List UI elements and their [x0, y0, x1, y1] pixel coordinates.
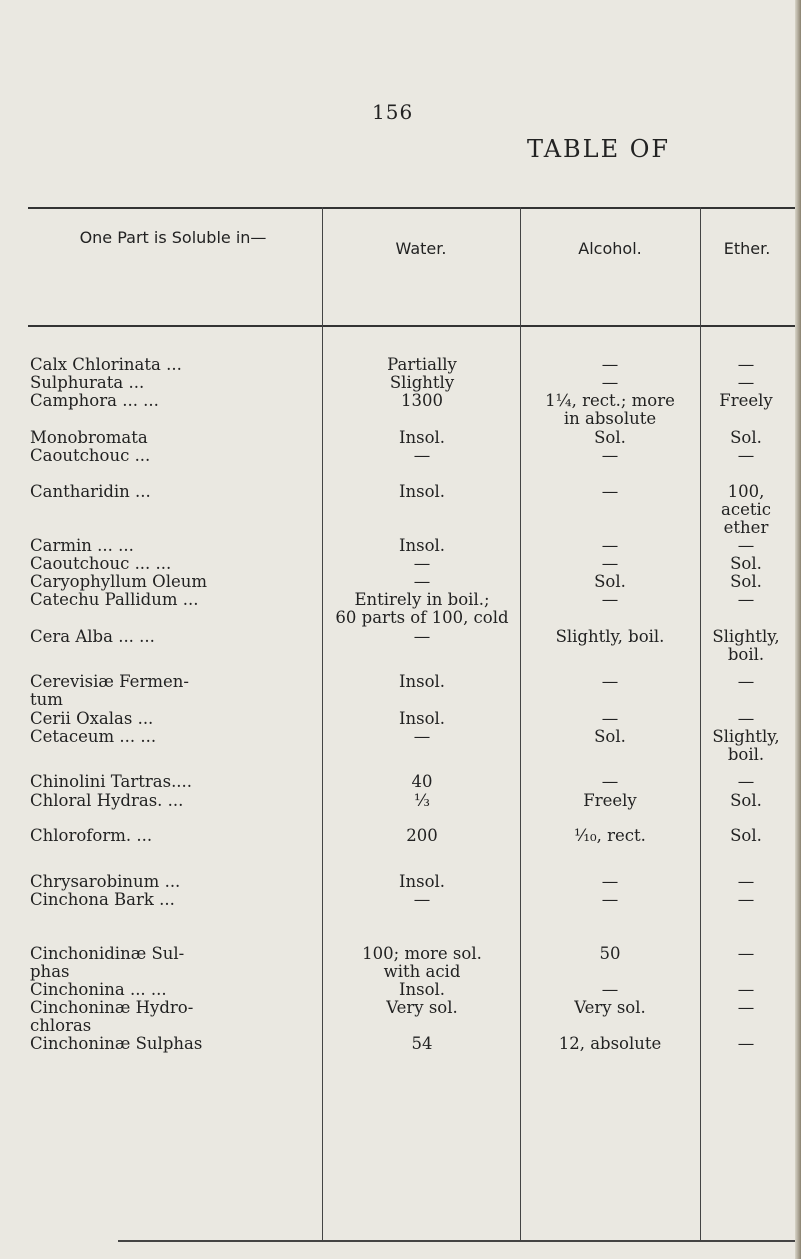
cell-ether: Sol. [730, 554, 762, 573]
table-title: TABLE OF [527, 135, 671, 163]
cell-water: — [413, 627, 431, 646]
table-top-rule [28, 207, 796, 209]
cell-water: Insol. [398, 672, 446, 691]
cell-alcohol: 1¼, rect.; more [545, 391, 675, 410]
cell-alcohol: Very sol. [574, 998, 646, 1017]
header-rule [28, 325, 796, 327]
cell-substance: Chrysarobinum ... [30, 872, 181, 891]
cell-water: 200 [406, 826, 438, 845]
cell-water: 100; more sol. [362, 944, 482, 963]
cell-alcohol: — [601, 373, 619, 392]
cell-alcohol: — [601, 554, 619, 573]
cell-substance: Caoutchouc ... [30, 446, 151, 465]
cell-ether: — [737, 772, 755, 791]
cell-alcohol: — [601, 482, 619, 501]
cell-ether: Freely [719, 391, 773, 410]
cell-substance: Cerevisiæ Fermen- [30, 672, 189, 691]
cell-alcohol: — [601, 772, 619, 791]
cell-alcohol: — [601, 446, 619, 465]
cell-substance: Chloroform. ... [30, 826, 153, 845]
cell-water: — [413, 727, 431, 746]
cell-substance: Cinchoninæ Sulphas [30, 1034, 203, 1053]
cell-alcohol: Sol. [594, 727, 626, 746]
cell-water: Insol. [398, 709, 446, 728]
cell-water: Insol. [398, 980, 446, 999]
cell-alcohol: in absolute [563, 409, 657, 428]
cell-substance: tum [30, 690, 63, 709]
header-water: Water. [395, 239, 447, 258]
cell-ether: Sol. [730, 791, 762, 810]
cell-alcohol: — [601, 709, 619, 728]
cell-substance: Monobromata [30, 428, 148, 447]
cell-substance: Chinolini Tartras.... [30, 772, 193, 791]
cell-substance: Cinchonidinæ Sul- [30, 944, 185, 963]
cell-water: Insol. [398, 536, 446, 555]
cell-ether: — [737, 890, 755, 909]
cell-ether: — [737, 373, 755, 392]
cell-alcohol: 12, absolute [558, 1034, 662, 1053]
cell-substance: Camphora ... ... [30, 391, 159, 410]
cell-alcohol: Sol. [594, 428, 626, 447]
cell-ether: boil. [727, 645, 765, 664]
cell-water: Slightly [389, 373, 455, 392]
cell-ether: Slightly, [712, 727, 780, 746]
cell-alcohol: — [601, 890, 619, 909]
cell-ether: ether [723, 518, 769, 537]
cell-substance: phas [30, 962, 70, 981]
cell-substance: Cinchoninæ Hydro- [30, 998, 194, 1017]
cell-ether: Sol. [730, 428, 762, 447]
cell-ether: 100, [727, 482, 765, 501]
cell-ether: Sol. [730, 572, 762, 591]
cell-substance: Cinchonina ... ... [30, 980, 167, 999]
cell-ether: — [737, 872, 755, 891]
cell-ether: — [737, 709, 755, 728]
cell-water: — [413, 572, 431, 591]
cell-substance: Cerii Oxalas ... [30, 709, 154, 728]
cell-substance: Cinchona Bark ... [30, 890, 175, 909]
cell-water: ⅓ [414, 791, 430, 810]
cell-water: 40 [411, 772, 433, 791]
cell-water: Insol. [398, 872, 446, 891]
cell-substance: Carmin ... ... [30, 536, 134, 555]
cell-water: Very sol. [386, 998, 458, 1017]
cell-substance: Calx Chlorinata ... [30, 355, 182, 374]
cell-water: Insol. [398, 428, 446, 447]
cell-alcohol: Slightly, boil. [555, 627, 665, 646]
cell-ether: — [737, 536, 755, 555]
cell-substance: Catechu Pallidum ... [30, 590, 199, 609]
cell-substance: Cetaceum ... ... [30, 727, 157, 746]
cell-ether: — [737, 1034, 755, 1053]
cell-substance: Chloral Hydras. ... [30, 791, 184, 810]
cell-alcohol: ¹⁄₁₀, rect. [574, 826, 646, 845]
header-substance: One Part is Soluble in— [79, 228, 267, 247]
header-ether: Ether. [723, 239, 771, 258]
cell-alcohol: — [601, 672, 619, 691]
cell-alcohol: Freely [583, 791, 637, 810]
cell-alcohol: — [601, 590, 619, 609]
cell-ether: — [737, 355, 755, 374]
cell-alcohol: Sol. [594, 572, 626, 591]
header-alcohol: Alcohol. [578, 239, 642, 258]
cell-water: Entirely in boil.; [354, 590, 490, 609]
page-edge [795, 0, 801, 1259]
cell-ether: — [737, 590, 755, 609]
cell-substance: Cantharidin ... [30, 482, 151, 501]
cell-substance: Caryophyllum Oleum [30, 572, 208, 591]
cell-ether: — [737, 944, 755, 963]
cell-water: Partially [387, 355, 457, 374]
cell-alcohol: — [601, 872, 619, 891]
cell-substance: Cera Alba ... ... [30, 627, 155, 646]
cell-ether: — [737, 446, 755, 465]
cell-alcohol: — [601, 536, 619, 555]
cell-alcohol: — [601, 355, 619, 374]
cell-water: — [413, 890, 431, 909]
cell-ether: Slightly, [712, 627, 780, 646]
cell-alcohol: — [601, 980, 619, 999]
table-bottom-rule [118, 1240, 796, 1242]
cell-alcohol: 50 [599, 944, 621, 963]
cell-water: — [413, 554, 431, 573]
cell-substance: Sulphurata ... [30, 373, 145, 392]
cell-water: with acid [383, 962, 461, 981]
cell-ether: — [737, 672, 755, 691]
page-number: 156 [372, 100, 414, 124]
cell-ether: — [737, 998, 755, 1017]
cell-water: Insol. [398, 482, 446, 501]
cell-water: — [413, 446, 431, 465]
cell-ether: — [737, 980, 755, 999]
cell-ether: boil. [727, 745, 765, 764]
cell-ether: Sol. [730, 826, 762, 845]
cell-water: 60 parts of 100, cold [335, 608, 509, 627]
cell-substance: chloras [30, 1016, 92, 1035]
cell-water: 54 [411, 1034, 433, 1053]
cell-substance: Caoutchouc ... ... [30, 554, 172, 573]
cell-ether: acetic [721, 500, 771, 519]
cell-water: 1300 [401, 391, 443, 410]
